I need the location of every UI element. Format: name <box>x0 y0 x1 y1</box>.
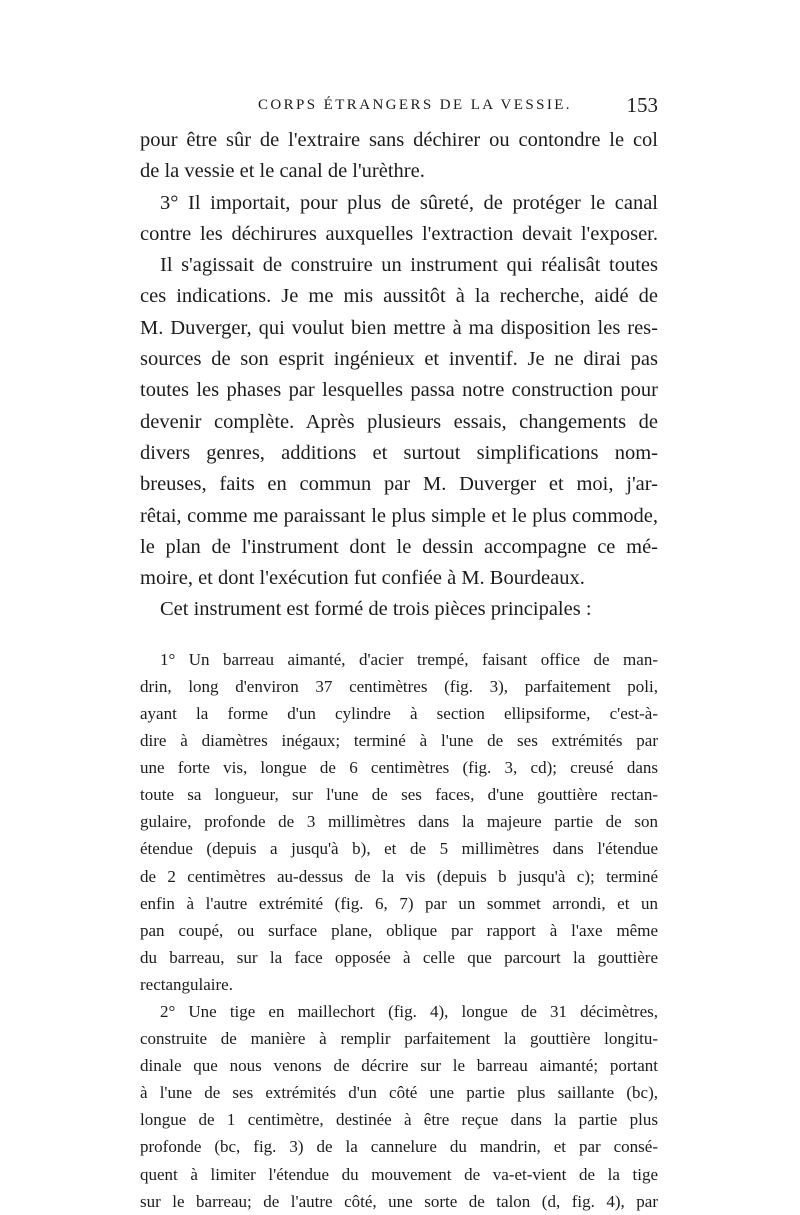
text-line: toute sa longueur, sur l'une de ses faces, d'une gouttière rectan- <box>140 785 658 805</box>
text-line: à l'une de ses extrémités d'un côté une partie plus saillante (bc), <box>140 1083 658 1103</box>
text-line: contre les déchirures auxquelles l'extraction devait l'exposer. <box>140 222 658 245</box>
text-line: 3° Il importait, pour plus de sûreté, de protéger le canal <box>160 191 658 214</box>
text-line: construite de manière à remplir parfaitement la gouttière longitu- <box>140 1029 658 1049</box>
text-line: rêtai, comme me paraissant le plus simple et le plus commode, <box>140 504 658 527</box>
text-line: M. Duverger, qui voulut bien mettre à ma disposition les res- <box>140 316 658 339</box>
text-line: sources de son esprit ingénieux et inventif. Je ne dirai pas <box>140 348 658 371</box>
text-line: quent à limiter l'étendue du mouvement de va-et-vient de la tige <box>140 1164 658 1184</box>
text-line: de la vessie et le canal de l'urèthre. <box>140 160 425 183</box>
running-header <box>140 93 658 123</box>
text-line: 1° Un barreau aimanté, d'acier trempé, faisant office de man- <box>160 649 658 669</box>
text-line: Il s'agissait de construire un instrument qui réalisât toutes <box>160 254 658 277</box>
text-line: toutes les phases par lesquelles passa notre construction pour <box>140 379 658 402</box>
text-line: pan coupé, ou surface plane, oblique par rapport à l'axe même <box>140 920 658 940</box>
text-line: sur le barreau; de l'autre côté, une sorte de talon (d, fig. 4), par <box>140 1191 658 1211</box>
text-line: rectangulaire. <box>140 974 233 994</box>
text-line: étendue (depuis a jusqu'à b), et de 5 millimètres dans l'étendue <box>140 839 658 859</box>
text-line: drin, long d'environ 37 centimètres (fig. 3), parfaitement poli, <box>140 676 658 696</box>
description-paragraphs <box>140 646 658 1215</box>
running-title: CORPS ÉTRANGERS DE LA VESSIE. <box>258 97 572 113</box>
text-line: le plan de l'instrument dont le dessin accompagne ce mé- <box>140 535 658 558</box>
text-line: Cet instrument est formé de trois pièces principales : <box>160 598 592 621</box>
intro-paragraphs <box>140 125 658 626</box>
body-text <box>140 125 658 1215</box>
text-line: dire à diamètres inégaux; terminé à l'une de ses extrémités par <box>140 731 658 751</box>
text-line: longue de 1 centimètre, destinée à être reçue dans la partie plus <box>140 1110 658 1130</box>
page-number: 153 <box>626 93 658 117</box>
paragraph-gap <box>140 626 658 646</box>
text-line: pour être sûr de l'extraire sans déchirer ou contondre le col <box>140 129 658 151</box>
text-line: divers genres, additions et surtout simplifications nom- <box>140 441 658 464</box>
text-line: moire, et dont l'exécution fut confiée à M. Bourdeaux. <box>140 567 585 590</box>
text-line: du barreau, sur la face opposée à celle que parcourt la gouttière <box>140 947 658 967</box>
text-line: devenir complète. Après plusieurs essais, changements de <box>140 410 658 433</box>
text-line: dinale que nous venons de décrire sur le barreau aimanté; portant <box>140 1056 658 1076</box>
text-line: breuses, faits en commun par M. Duverger et moi, j'ar- <box>140 473 658 496</box>
text-line: 2° Une tige en maillechort (fig. 4), longue de 31 décimètres, <box>160 1001 658 1021</box>
text-line: de 2 centimètres au-dessus de la vis (depuis b jusqu'à c); terminé <box>140 866 658 886</box>
text-line: gulaire, profonde de 3 millimètres dans la majeure partie de son <box>140 812 658 832</box>
text-line: une forte vis, longue de 6 centimètres (fig. 3, cd); creusé dans <box>140 758 658 778</box>
text-line: ayant la forme d'un cylindre à section ellipsiforme, c'est-à- <box>140 703 658 723</box>
text-line: ces indications. Je me mis aussitôt à la recherche, aidé de <box>140 285 658 308</box>
text-line: profonde (bc, fig. 3) de la cannelure du mandrin, et par consé- <box>140 1137 658 1157</box>
text-line: enfin à l'autre extrémité (fig. 6, 7) par un sommet arrondi, et un <box>140 893 658 913</box>
